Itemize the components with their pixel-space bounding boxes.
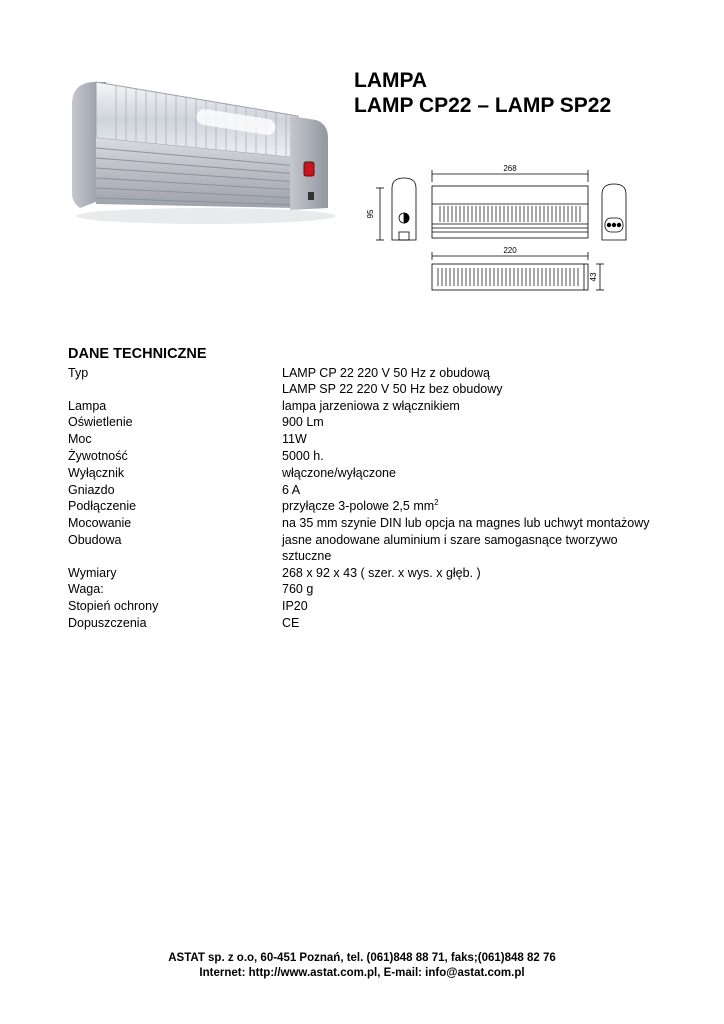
spec-label: Gniazdo bbox=[68, 482, 115, 497]
spec-label: Mocowanie bbox=[68, 516, 132, 531]
spec-value: 760 g bbox=[282, 582, 314, 597]
spec-row bbox=[68, 533, 668, 566]
spec-label: Obudowa bbox=[68, 532, 122, 547]
spec-row bbox=[68, 616, 668, 633]
spec-row bbox=[68, 483, 668, 500]
footer bbox=[0, 951, 724, 980]
spec-label: Oświetlenie bbox=[68, 415, 133, 430]
dim-width-bottom: 220 bbox=[503, 246, 517, 255]
spec-label: Typ bbox=[68, 366, 89, 380]
technical-drawing bbox=[358, 160, 640, 296]
spec-value: na 35 mm szynie DIN lub opcja na magnes lub uchwyt montażowy bbox=[282, 516, 650, 531]
section-heading: DANE TECHNICZNE bbox=[68, 346, 207, 362]
title-line-2: LAMP CP22 – LAMP SP22 bbox=[354, 94, 612, 117]
dim-width-top: 268 bbox=[503, 164, 517, 173]
spec-value: lampa jarzeniowa z włącznikiem bbox=[282, 398, 460, 413]
spec-row bbox=[68, 415, 668, 432]
spec-value: 900 Lm bbox=[282, 415, 324, 430]
spec-label: Waga: bbox=[68, 582, 104, 597]
spec-label: Podłączenie bbox=[68, 499, 137, 514]
spec-label: Moc bbox=[68, 432, 92, 447]
footer-address: ASTAT sp. z o.o, 60-451 Poznań, tel. (061)848 88 71, faks;(061)848 82 76 bbox=[168, 952, 556, 964]
spec-value: włączone/wyłączone bbox=[282, 465, 396, 480]
spec-table bbox=[68, 366, 668, 633]
spec-label: Lampa bbox=[68, 398, 107, 413]
dim-depth: 43 bbox=[589, 272, 598, 282]
spec-value: przyłącze 3-polowe 2,5 $mm^2$ bbox=[282, 498, 439, 514]
spec-row bbox=[68, 599, 668, 616]
footer-contact: Internet: http://www.astat.com.pl, E-mail: info@astat.com.pl bbox=[199, 966, 525, 979]
spec-label: Stopień ochrony bbox=[68, 599, 159, 614]
spec-label: Żywotność bbox=[68, 448, 128, 463]
spec-label: Wyłącznik bbox=[68, 465, 125, 480]
spec-value: 5000 h. bbox=[282, 448, 324, 463]
spec-value: jasne anodowane aluminium i szare samogasnące tworzywo sztuczne bbox=[282, 532, 618, 563]
spec-label: Wymiary bbox=[68, 565, 117, 580]
spec-value: 11W bbox=[282, 432, 307, 447]
spec-row bbox=[68, 449, 668, 466]
document-title bbox=[354, 68, 611, 118]
spec-value: CE bbox=[282, 615, 300, 630]
spec-value: IP20 bbox=[282, 599, 308, 614]
spec-row bbox=[68, 499, 668, 516]
dim-height: 95 bbox=[366, 209, 375, 219]
spec-row bbox=[68, 566, 668, 583]
spec-row bbox=[68, 466, 668, 483]
spec-label: Dopuszczenia bbox=[68, 615, 147, 630]
lamp-product-photo bbox=[66, 76, 348, 228]
spec-row bbox=[68, 516, 668, 533]
spec-value: LAMP CP 22 220 V 50 Hz z obudową LAMP SP 22 220 V 50 Hz bez obudowy bbox=[282, 366, 503, 396]
spec-value: 6 A bbox=[282, 482, 301, 497]
spec-row bbox=[68, 366, 668, 399]
title-line-1: LAMPA bbox=[354, 69, 428, 92]
spec-row bbox=[68, 582, 668, 599]
spec-row bbox=[68, 399, 668, 416]
spec-row bbox=[68, 432, 668, 449]
superscript: 2 bbox=[434, 498, 439, 508]
spec-value: 268 x 92 x 43 ( szer. x wys. x głęb. ) bbox=[282, 565, 481, 580]
